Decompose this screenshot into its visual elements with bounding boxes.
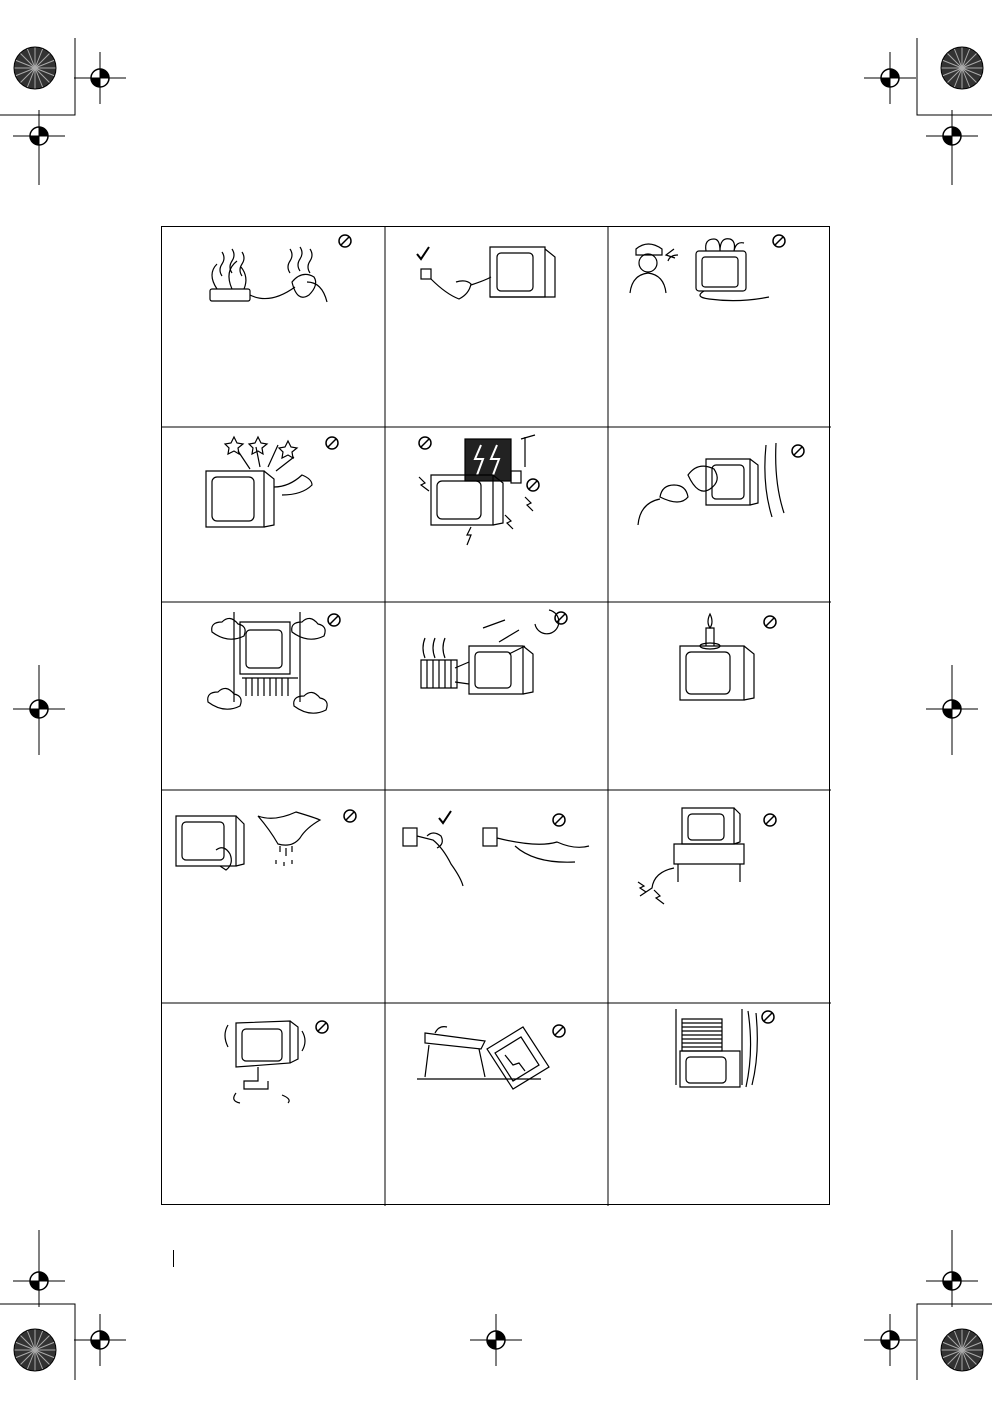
unstable-placement-icon <box>162 1003 385 1206</box>
damaged-cord-panel <box>608 790 831 1003</box>
heat-and-sunlight-panel <box>385 602 608 790</box>
prohibited-icon <box>773 235 785 247</box>
wet-cloth-panel <box>162 790 385 1003</box>
unplug-tv-icon <box>385 227 608 427</box>
service-technician-panel <box>608 227 831 427</box>
overloaded-outlets-panel <box>162 227 385 427</box>
color-disc-icon <box>941 47 983 89</box>
unplug-tv-panel <box>385 227 608 427</box>
registration-mark-icon <box>470 1314 522 1366</box>
registration-mark-icon <box>864 52 916 104</box>
unstable-placement-panel <box>162 1003 385 1206</box>
registration-mark-icon <box>74 52 126 104</box>
falling-tv-panel <box>385 1003 608 1206</box>
color-disc-icon <box>941 1329 983 1371</box>
open-flame-icon <box>608 602 831 790</box>
lightning-storm-icon <box>385 427 608 602</box>
overloaded-outlets-icon <box>162 227 385 427</box>
open-flame-panel <box>608 602 831 790</box>
prohibited-icon <box>326 437 338 449</box>
prohibited-icon <box>527 479 539 491</box>
prohibited-icon <box>553 814 565 826</box>
enclosed-space-panel <box>608 1003 831 1206</box>
prohibited-icon <box>553 1025 565 1037</box>
prohibited-icon <box>419 437 431 449</box>
prohibited-icon <box>764 814 776 826</box>
registration-mark-icon <box>864 1314 916 1366</box>
enclosed-space-icon <box>608 1003 831 1206</box>
heat-and-sunlight-icon <box>385 602 608 790</box>
pull-plug-correctly-panel <box>385 790 608 1003</box>
wet-cloth-icon <box>162 790 385 1003</box>
color-disc-icon <box>14 47 56 89</box>
prohibited-icon <box>792 445 804 457</box>
prohibited-icon <box>328 614 340 626</box>
check-icon <box>439 811 451 823</box>
damaged-cord-icon <box>608 790 831 1003</box>
safety-illustration-grid <box>161 226 830 1205</box>
pull-plug-correctly-icon <box>385 790 608 1003</box>
registration-mark-icon <box>74 1314 126 1366</box>
objects-in-ventilation-panel <box>162 427 385 602</box>
color-disc-icon <box>14 1329 56 1371</box>
prohibited-icon <box>555 612 567 624</box>
falling-tv-icon <box>385 1003 608 1206</box>
prohibited-icon <box>344 810 356 822</box>
objects-in-ventilation-icon <box>162 427 385 602</box>
blocked-ventilation-icon <box>162 602 385 790</box>
steam-humidity-panel <box>608 427 831 602</box>
service-technician-icon <box>608 227 831 427</box>
prohibited-icon <box>762 1011 774 1023</box>
check-icon <box>417 247 429 259</box>
prohibited-icon <box>316 1021 328 1033</box>
steam-humidity-icon <box>608 427 831 602</box>
prohibited-icon <box>764 616 776 628</box>
lightning-storm-panel <box>385 427 608 602</box>
margin-bar <box>173 1250 174 1267</box>
blocked-ventilation-panel <box>162 602 385 790</box>
prohibited-icon <box>339 235 351 247</box>
